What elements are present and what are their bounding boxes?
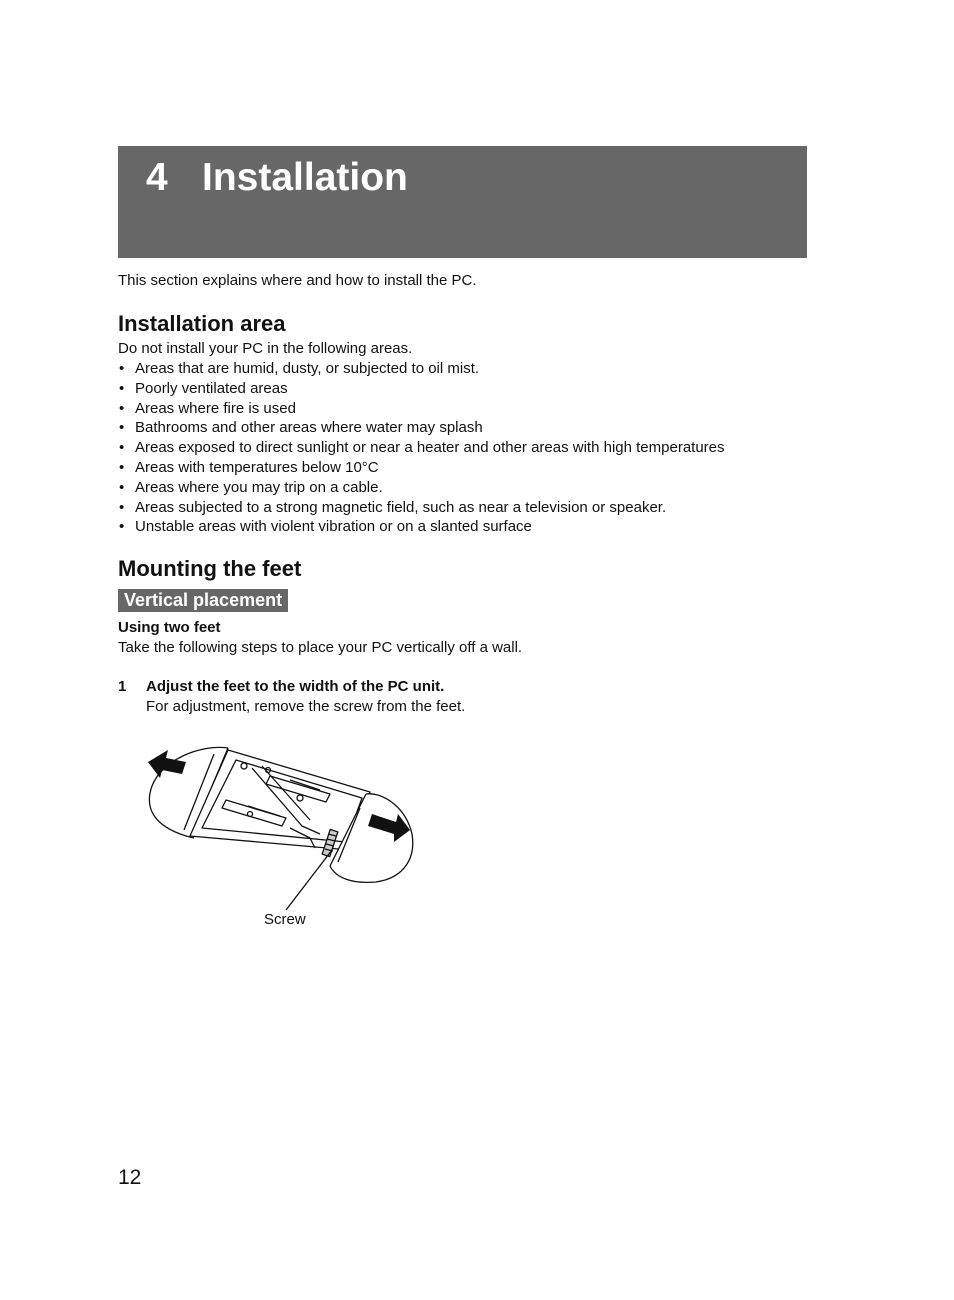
chapter-title: Installation bbox=[202, 156, 408, 199]
chapter-number: 4 bbox=[146, 156, 168, 199]
list-item: • Areas where fire is used bbox=[119, 399, 296, 417]
step-title: Adjust the feet to the width of the PC unit. bbox=[146, 678, 445, 695]
list-item: • Unstable areas with violent vibration or on a slanted surface bbox=[119, 518, 532, 536]
screw-label: Screw bbox=[264, 911, 306, 928]
step-description: For adjustment, remove the screw from the feet. bbox=[146, 698, 466, 715]
mounting-heading: Mounting the feet bbox=[118, 556, 302, 581]
list-item: • Areas subjected to a strong magnetic field, such as near a television or speaker. bbox=[119, 498, 667, 516]
using-two-feet-label: Using two feet bbox=[118, 619, 221, 636]
feet-adjustment-illustration bbox=[140, 738, 430, 938]
intro-paragraph: This section explains where and how to install the PC. bbox=[118, 272, 477, 289]
page-number: 12 bbox=[118, 1166, 142, 1189]
installation-area-list bbox=[118, 359, 725, 537]
installation-area-lead: Do not install your PC in the following areas. bbox=[118, 340, 413, 357]
list-item: • Areas exposed to direct sunlight or near a heater and other areas with high temperatures bbox=[119, 439, 725, 457]
list-item: • Bathrooms and other areas where water may splash bbox=[119, 419, 483, 437]
list-item: • Areas that are humid, dusty, or subjected to oil mist. bbox=[119, 360, 480, 377]
vertical-placement-tag: Vertical placement bbox=[118, 589, 288, 612]
chapter-banner bbox=[118, 146, 807, 258]
list-item: • Poorly ventilated areas bbox=[119, 379, 288, 397]
step-number: 1 bbox=[118, 678, 127, 695]
mounting-lead: Take the following steps to place your PC vertically off a wall. bbox=[118, 639, 523, 656]
installation-area-heading: Installation area bbox=[118, 311, 286, 336]
list-item: • Areas with temperatures below 10°C bbox=[119, 458, 379, 476]
list-item: • Areas where you may trip on a cable. bbox=[119, 478, 383, 496]
